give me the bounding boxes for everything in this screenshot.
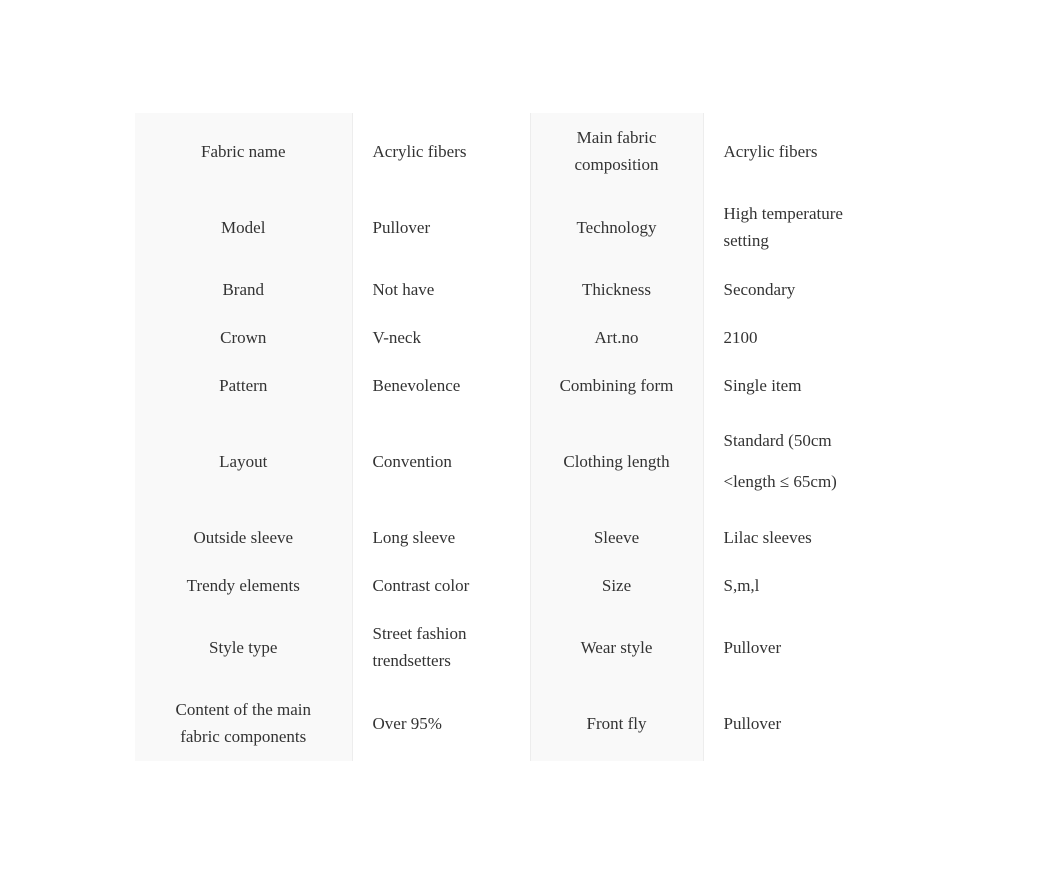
- spec-label: Layout: [135, 409, 352, 513]
- spec-value: Contrast color: [352, 561, 530, 609]
- spec-value: Not have: [352, 265, 530, 313]
- spec-label: Sleeve: [530, 513, 703, 561]
- spec-value: Lilac sleeves: [703, 513, 870, 561]
- spec-label: Crown: [135, 313, 352, 361]
- table-row: [135, 361, 870, 409]
- table-row: [135, 561, 870, 609]
- spec-value: S,m,l: [703, 561, 870, 609]
- product-spec-table: [135, 113, 870, 761]
- spec-value: Pullover: [352, 189, 530, 265]
- spec-label: Technology: [530, 189, 703, 265]
- spec-label: Style type: [135, 609, 352, 685]
- spec-value: Acrylic fibers: [703, 113, 870, 189]
- spec-value: Benevolence: [352, 361, 530, 409]
- spec-label: Size: [530, 561, 703, 609]
- spec-label: Main fabric composition: [530, 113, 703, 189]
- spec-value: Standard (50cm <length ≤ 65cm): [703, 409, 870, 513]
- spec-value: Convention: [352, 409, 530, 513]
- spec-label: Content of the main fabric components: [135, 685, 352, 761]
- spec-value: Secondary: [703, 265, 870, 313]
- spec-label: Front fly: [530, 685, 703, 761]
- spec-value: Over 95%: [352, 685, 530, 761]
- table-row: [135, 513, 870, 561]
- spec-value: V-neck: [352, 313, 530, 361]
- spec-value: Pullover: [703, 609, 870, 685]
- spec-value: Single item: [703, 361, 870, 409]
- table-row: [135, 189, 870, 265]
- spec-label: Wear style: [530, 609, 703, 685]
- table-row: [135, 313, 870, 361]
- spec-label: Clothing length: [530, 409, 703, 513]
- spec-label: Model: [135, 189, 352, 265]
- spec-value: Acrylic fibers: [352, 113, 530, 189]
- spec-label: Trendy elements: [135, 561, 352, 609]
- spec-label: Pattern: [135, 361, 352, 409]
- spec-label: Thickness: [530, 265, 703, 313]
- spec-value: Pullover: [703, 685, 870, 761]
- spec-label: Outside sleeve: [135, 513, 352, 561]
- spec-label: Brand: [135, 265, 352, 313]
- spec-value: 2100: [703, 313, 870, 361]
- table-row: [135, 409, 870, 513]
- spec-label: Art.no: [530, 313, 703, 361]
- table-row: [135, 685, 870, 761]
- spec-label: Combining form: [530, 361, 703, 409]
- table-row: [135, 265, 870, 313]
- spec-value: Street fashion trendsetters: [352, 609, 530, 685]
- table-row: [135, 113, 870, 189]
- table-row: [135, 609, 870, 685]
- spec-value: High temperature setting: [703, 189, 870, 265]
- spec-label: Fabric name: [135, 113, 352, 189]
- spec-value: Long sleeve: [352, 513, 530, 561]
